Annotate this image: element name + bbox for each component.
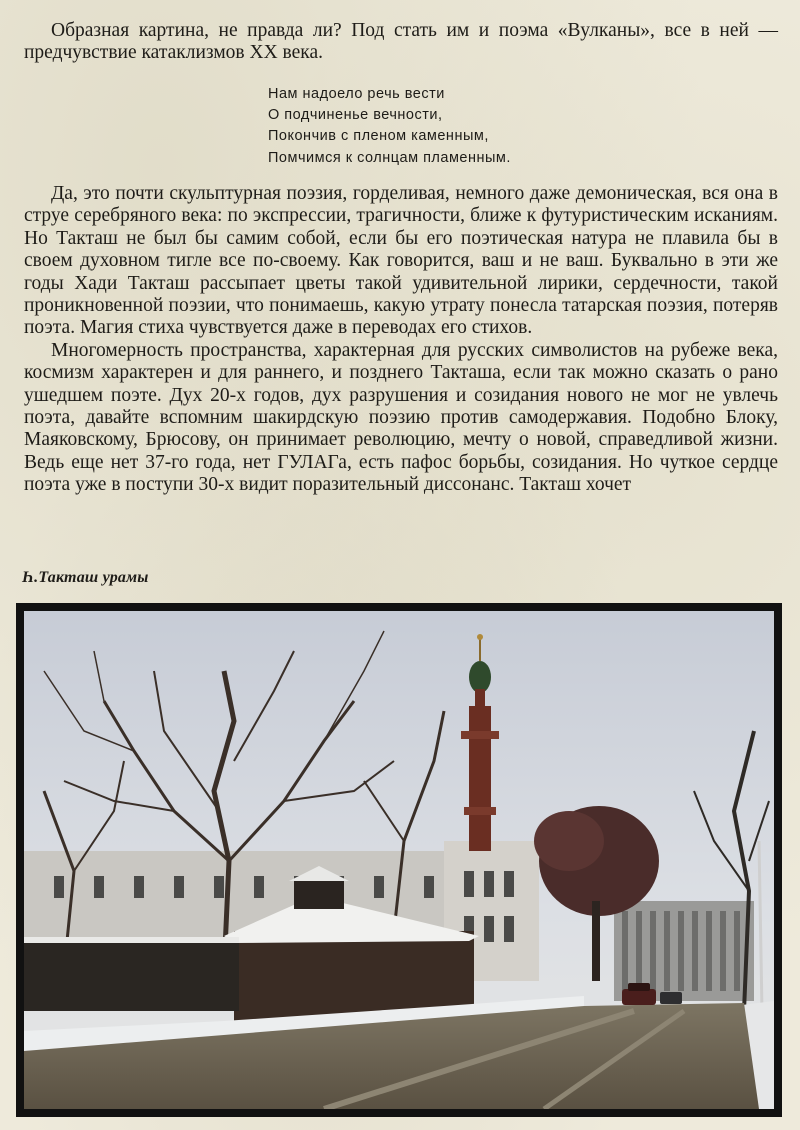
wooden-fence — [24, 941, 239, 1011]
paragraph-multidimensional: Многомерность пространства, характерная для русских символистов на рубеже века, космизм характерен и для раннего, и позднего Такташа, если так можно сказать о рано ушедшем поэте. Дух 20-х годов, дух разрушения и созидания нового не мог не увлечь поэта, давайте вспомним шакирдскую поэзию против самодержавия. Подобно Блоку, Маяковскому, Брюсову, он принимает революцию, мечту о новой, справедливой жизни. Ведь еще нет 37-го года, нет ГУЛАГа, есть пафос борьбы, созидания. Но чуткое сердце поэта уже в поступи 30-х видит поразительный диссонанс. Такташ хочет — [24, 339, 778, 496]
street-photo-illustration — [24, 611, 774, 1109]
verse-quote — [268, 84, 511, 169]
verse-line: Помчимся к солнцам пламенным. — [268, 149, 511, 166]
verse-line: Нам надоело речь вести — [268, 86, 445, 102]
photo-caption: Һ.Такташ урамы — [22, 569, 149, 586]
street-photo — [16, 603, 782, 1117]
main-text — [24, 183, 778, 497]
intro-paragraph — [24, 20, 778, 65]
fence-snow — [24, 937, 239, 943]
verse-line: Покончив с пленом каменным, — [268, 128, 489, 145]
verse-line: О подчиненье вечности, — [268, 107, 443, 124]
car — [660, 992, 682, 1004]
intro-text: Образная картина, не правда ли? Под стать им и поэма «Вулканы», все в ней — предчувствие катаклизмов XX века. — [24, 20, 778, 64]
paragraph-silver-age: Да, это почти скульптурная поэзия, горделивая, немного даже демоническая, вся она в струе серебряного века: по экспрессии, трагичности, ближе к футуристическим исканиям. Но Такташ не был бы самим собой, если бы его поэтическая натура не плавила бы в своем духовном тигле все по-своему. Как говорится, ваш и не ваш. Буквально в эти же годы Хади Такташ рассыпает цветы такой удивительной лирики, сердечности, такой проникновенной поэзии, что понимаешь, какую утрату понесла татарская поэзия, потеряв поэта. Магия стиха чувствуется даже в переводах его стихов. — [24, 183, 778, 339]
